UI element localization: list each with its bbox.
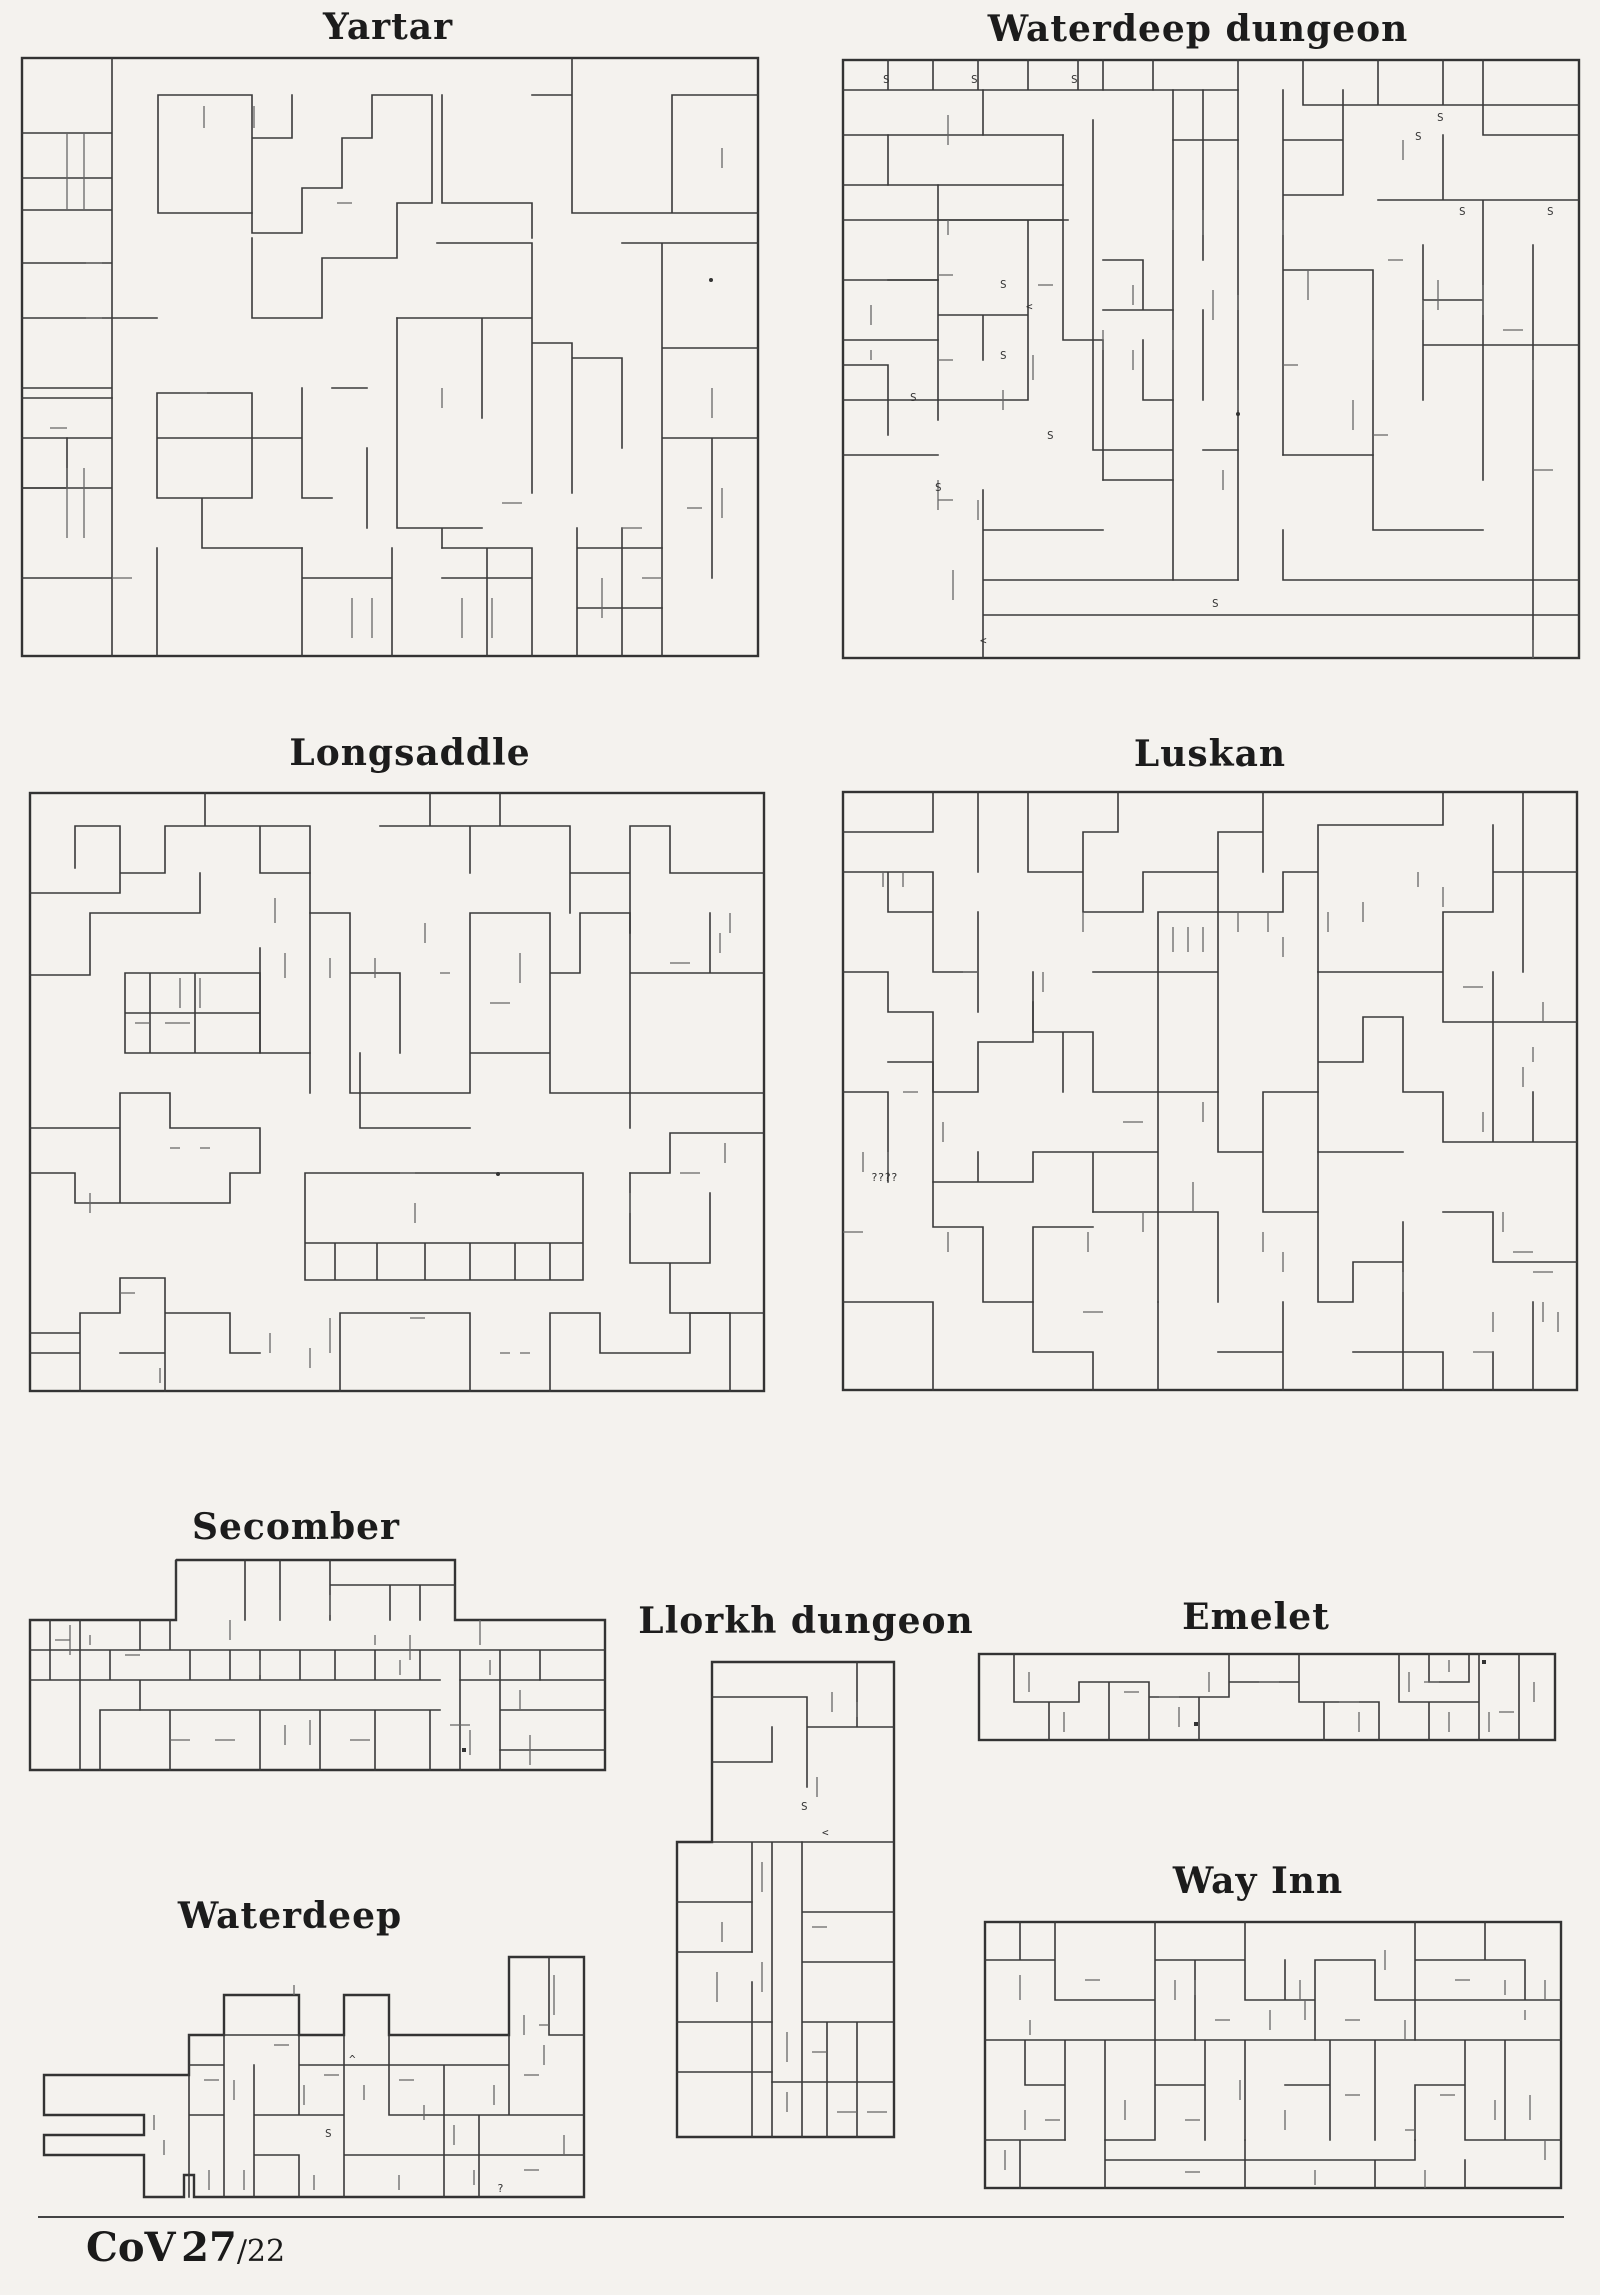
marker-stairs: < <box>822 1826 829 1839</box>
map-secomber <box>30 1560 610 1770</box>
marker-secret-door: S <box>1415 130 1422 143</box>
map-title-longsaddle: Longsaddle <box>289 732 531 774</box>
marker-up: ^ <box>349 2053 356 2066</box>
marker-secret-door: S <box>1547 205 1554 218</box>
map-title-llorkh-dungeon: Llorkh dungeon <box>638 1600 974 1642</box>
issue-number: 27 <box>181 2224 237 2271</box>
map-title-luskan: Luskan <box>1133 733 1287 775</box>
map-title-way-inn: Way Inn <box>1172 1860 1344 1902</box>
marker-secret-door: S <box>910 391 917 404</box>
page-number: /22 <box>236 2234 286 2269</box>
marker-secret-door: S <box>1071 73 1078 86</box>
marker-secret-door: S <box>971 73 978 86</box>
marker-secret-door: S <box>1437 111 1444 124</box>
marker-secret-door: S <box>1000 278 1007 291</box>
marker-unknown: ? <box>497 2182 504 2195</box>
map-luskan <box>843 792 1581 1394</box>
map-llorkh-dungeon <box>677 1662 907 2140</box>
marker-stairs: < <box>980 634 987 647</box>
page-footer <box>86 2224 285 2271</box>
map-title-waterdeep: Waterdeep <box>177 1895 403 1937</box>
footer-rule <box>38 2216 1564 2218</box>
marker-secret-door: S <box>1459 205 1466 218</box>
map-waterdeep <box>44 1955 589 2201</box>
map-waterdeep-dungeon <box>843 60 1581 660</box>
map-emelet <box>979 1652 1559 1746</box>
marker-secret-door: S <box>1212 597 1219 610</box>
marker-secret-door: S <box>883 73 890 86</box>
map-title-secomber: Secomber <box>192 1506 400 1548</box>
marker-secret-door: S <box>935 481 942 494</box>
map-yartar <box>22 58 760 658</box>
marker-secret-door: S <box>801 1800 808 1813</box>
map-way-inn <box>985 1920 1565 2192</box>
marker-secret-door: S <box>325 2127 332 2140</box>
magazine-name: CoV <box>86 2224 176 2271</box>
map-title-emelet: Emelet <box>1182 1596 1330 1638</box>
map-title-waterdeep-dungeon: Waterdeep dungeon <box>987 8 1409 50</box>
marker-unknown: ???? <box>871 1171 898 1184</box>
map-title-yartar: Yartar <box>322 6 454 48</box>
marker-secret-door: S <box>1047 429 1054 442</box>
marker-secret-door: S <box>1000 349 1007 362</box>
map-longsaddle <box>30 793 768 1395</box>
marker-stairs: < <box>1026 300 1033 313</box>
